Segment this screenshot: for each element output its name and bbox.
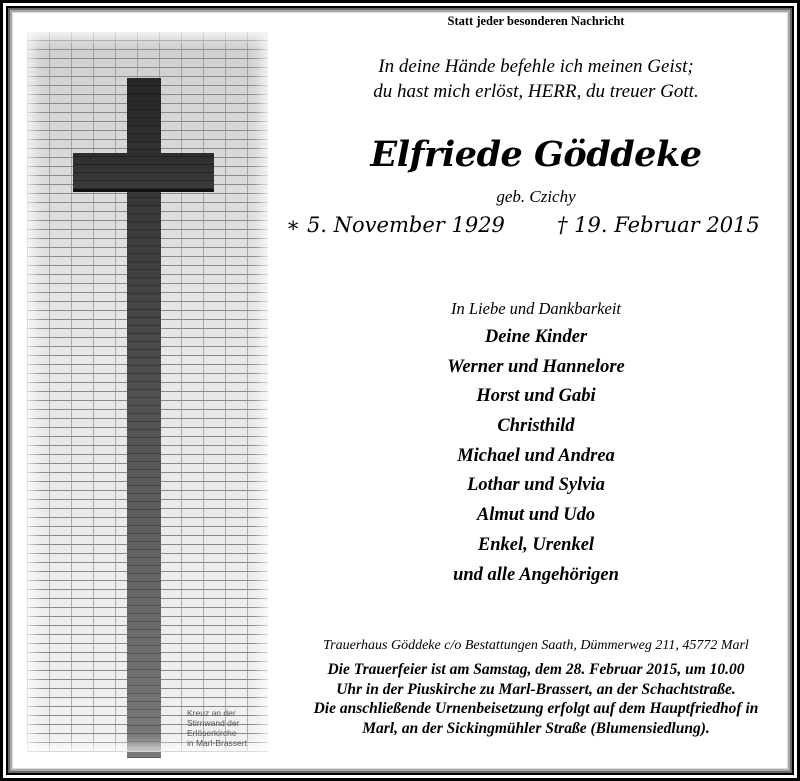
caption-line: in Marl-Brassert	[187, 738, 247, 748]
cross-vertical-beam	[127, 78, 161, 758]
mourner-entry: Enkel, Urenkel	[477, 534, 595, 555]
mourner-entry: Christhild	[497, 416, 575, 437]
mourner-entry: Almut und Udo	[476, 505, 596, 526]
ceremony-details	[274, 660, 798, 738]
mourner-entry: Michael und Andrea	[457, 445, 615, 466]
mourner-entry: und alle Angehörigen	[453, 564, 619, 585]
cross-horizontal-beam	[73, 153, 214, 192]
ceremony-line: Die Trauerfeier ist am Samstag, dem 28. Februar 2015, um 10.00	[327, 661, 745, 678]
mourners-intro: In Liebe und Dankbarkeit	[450, 299, 621, 318]
cross-photo	[27, 32, 268, 752]
header-note: Statt jeder besonderen Nachricht	[447, 14, 625, 28]
caption-line: Stirnwand der	[187, 718, 240, 728]
mourners-list	[280, 323, 792, 590]
mourner-entry: Deine Kinder	[484, 327, 588, 347]
caption-line: Erlöserkirche	[187, 728, 237, 738]
birth-date: ∗ 5. November 1929	[286, 213, 505, 237]
mourner-entry: Horst und Gabi	[476, 386, 596, 407]
maiden-name: geb. Czichy	[496, 187, 576, 206]
bible-verse	[280, 54, 792, 104]
ceremony-line: Marl, an der Sickingmühler Straße (Blumensiedlung).	[362, 719, 710, 737]
mourning-house-address: Trauerhaus Göddeke c/o Bestattungen Saath, Dümmerweg 211, 45772 Marl	[323, 638, 749, 653]
mourner-entry: Lothar und Sylvia	[467, 475, 605, 496]
life-dates	[280, 213, 792, 243]
deceased-name: Elfriede Göddeke	[370, 134, 702, 175]
death-date: † 19. Februar 2015	[557, 213, 760, 237]
caption-line: Kreuz an der	[187, 708, 236, 718]
ceremony-line: Die anschließende Urnenbeisetzung erfolgt auf dem Hauptfriedhof in	[313, 700, 759, 717]
verse-line: In deine Hände befehle ich meinen Geist;	[378, 56, 694, 77]
verse-line: du hast mich erlöst, HERR, du treuer Gott.	[373, 81, 699, 102]
ceremony-line: Uhr in der Piuskirche zu Marl-Brassert, an der Schachtstraße.	[336, 680, 736, 698]
photo-caption	[187, 708, 267, 748]
mourner-entry: Werner und Hannelore	[447, 356, 625, 377]
